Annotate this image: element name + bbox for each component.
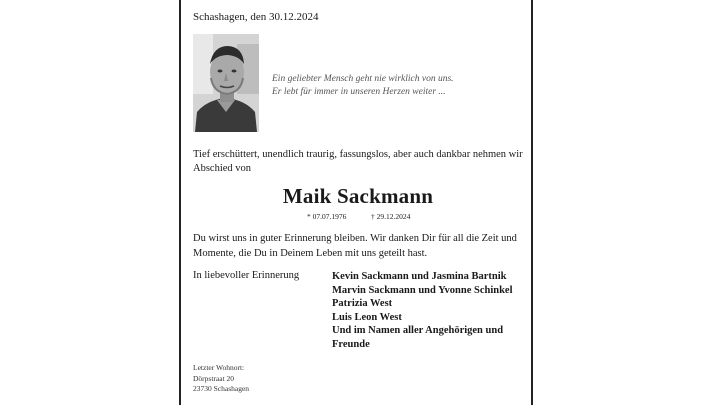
memorial-quote bbox=[272, 73, 454, 99]
mourner-entry: Patrizia West bbox=[332, 298, 393, 309]
intro-text: Tief erschüttert, unendlich traurig, fassungslos, aber auch dankbar nehmen wir Abschied von bbox=[193, 149, 523, 174]
mourner-entry: Marvin Sackmann und Yvonne Schinkel bbox=[332, 284, 513, 296]
mourner-entry: Luis Leon West bbox=[332, 311, 402, 323]
residence-label: Letzter Wohnort: bbox=[193, 363, 245, 372]
deceased-name: Maik Sackmann bbox=[282, 184, 434, 208]
farewell-message: Du wirst uns in guter Erinnerung bleiben. Wir danken Dir für all die Zeit und Momente, die Du in Deinem Leben mit uns geteilt hast. bbox=[193, 233, 517, 259]
death-date: † 29.12.2024 bbox=[371, 212, 411, 221]
residence-street: Dörpstraat 20 bbox=[193, 373, 235, 383]
quote-line: Ein geliebter Mensch geht nie wirklich von uns. bbox=[272, 74, 454, 84]
last-residence bbox=[193, 363, 249, 395]
birth-date: * 07.07.1976 bbox=[307, 212, 347, 221]
mourners-list bbox=[332, 270, 517, 351]
mourner-entry: Und im Namen aller Angehörigen und Freunde bbox=[332, 325, 504, 350]
quote-line: Er lebt für immer in unseren Herzen weiter ... bbox=[272, 87, 446, 97]
obituary-notice bbox=[179, 0, 533, 405]
portrait-image bbox=[193, 34, 259, 132]
place-date: Schashagen, den 30.12.2024 bbox=[193, 11, 319, 23]
residence-city: 23730 Schashagen bbox=[193, 384, 250, 393]
memory-label: In liebevoller Erinnerung bbox=[193, 270, 300, 281]
mourner-entry: Kevin Sackmann und Jasmina Bartnik bbox=[332, 271, 507, 282]
portrait-photo bbox=[193, 34, 259, 132]
